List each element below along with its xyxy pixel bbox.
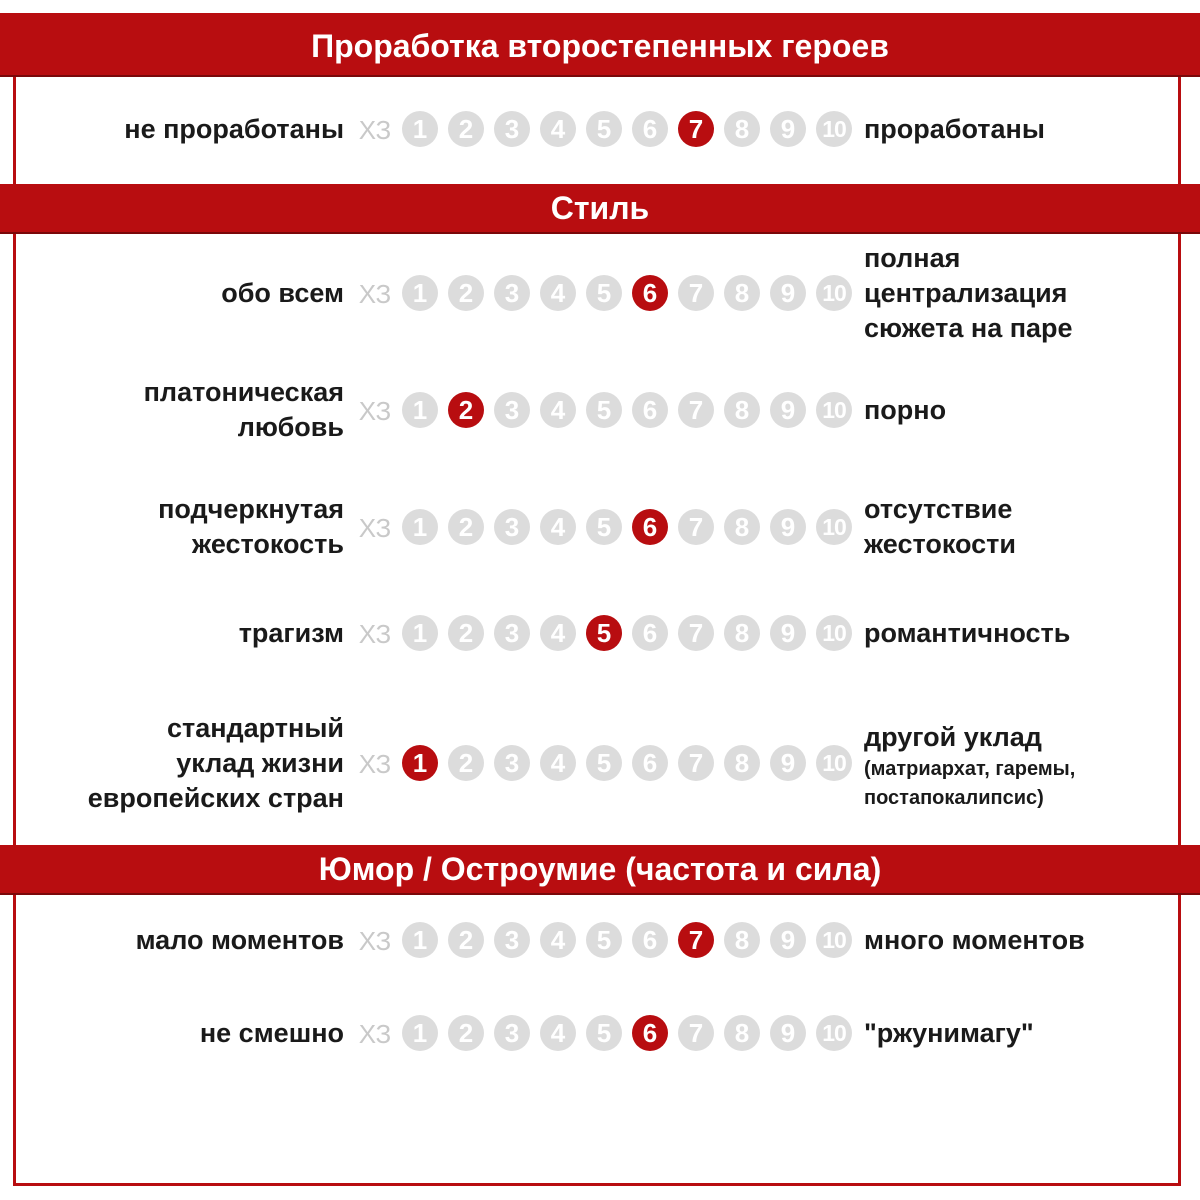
scale-option[interactable]: 2: [448, 745, 484, 781]
scale-option[interactable]: 10: [816, 275, 852, 311]
scale-unknown-option[interactable]: ХЗ: [358, 513, 392, 543]
scale-option[interactable]: 3: [494, 111, 530, 147]
right-pole-label: [864, 1016, 1034, 1051]
scale-option[interactable]: 4: [540, 922, 576, 958]
left-pole-label: [221, 276, 344, 311]
scale-option[interactable]: 10: [816, 615, 852, 651]
scale-option[interactable]: 2: [448, 1015, 484, 1051]
scale-option[interactable]: 2: [448, 922, 484, 958]
scale-option[interactable]: 9: [770, 275, 806, 311]
scale-option-selected[interactable]: 5: [586, 615, 622, 651]
left-pole-line: жестокость: [192, 529, 344, 559]
left-pole-line: трагизм: [238, 617, 344, 648]
scale-option[interactable]: 9: [770, 615, 806, 651]
scale-option[interactable]: 9: [770, 509, 806, 545]
scale-unknown-option[interactable]: ХЗ: [358, 1019, 392, 1049]
left-pole-line: обо всем: [221, 277, 344, 308]
scale-option[interactable]: 2: [448, 615, 484, 651]
left-pole-line: платоническая: [143, 377, 344, 407]
right-pole-line: много моментов: [864, 924, 1085, 955]
scale-option[interactable]: 6: [632, 922, 668, 958]
scale-option[interactable]: 5: [586, 922, 622, 958]
scale-option[interactable]: 10: [816, 392, 852, 428]
section-header-humor: [0, 845, 1200, 895]
section-header-style: [0, 184, 1200, 234]
right-pole-label: [864, 492, 1016, 562]
scale-option[interactable]: 10: [816, 111, 852, 147]
left-pole-label: [200, 1016, 344, 1051]
left-pole-label: [88, 711, 344, 816]
scale-option[interactable]: 1: [402, 509, 438, 545]
scale-option[interactable]: 5: [586, 745, 622, 781]
scale-option[interactable]: 7: [678, 275, 714, 311]
scale-option[interactable]: 1: [402, 111, 438, 147]
scale-option[interactable]: 3: [494, 275, 530, 311]
scale-option[interactable]: 5: [586, 111, 622, 147]
scale-unknown-option[interactable]: ХЗ: [358, 619, 392, 649]
scale-option-selected[interactable]: 6: [632, 275, 668, 311]
right-pole-label: [864, 720, 1075, 813]
scale-option[interactable]: 9: [770, 392, 806, 428]
scale-option-selected[interactable]: 1: [402, 745, 438, 781]
right-pole-line: романтичность: [864, 617, 1071, 648]
scale-option[interactable]: 1: [402, 615, 438, 651]
scale-option[interactable]: 4: [540, 615, 576, 651]
scale-option[interactable]: 8: [724, 275, 760, 311]
scale-option[interactable]: 7: [678, 615, 714, 651]
scale-option[interactable]: 9: [770, 1015, 806, 1051]
scale-option[interactable]: 6: [632, 111, 668, 147]
right-pole-label: [864, 393, 946, 428]
scale-option[interactable]: 3: [494, 615, 530, 651]
scale-option-selected[interactable]: 6: [632, 509, 668, 545]
scale-option[interactable]: 1: [402, 392, 438, 428]
scale-option[interactable]: 3: [494, 1015, 530, 1051]
scale-option[interactable]: 10: [816, 745, 852, 781]
left-pole-line: не смешно: [199, 1017, 344, 1048]
scale-option[interactable]: 9: [770, 111, 806, 147]
right-pole-label: [864, 616, 1070, 651]
right-pole-line: централизация: [864, 277, 1068, 308]
right-pole-line: проработаны: [864, 113, 1045, 144]
right-pole-line: отсутствие: [864, 494, 1013, 524]
right-pole-line: сюжета на паре: [864, 312, 1073, 343]
right-pole-line: другой уклад: [864, 722, 1042, 752]
scale-option[interactable]: 9: [770, 922, 806, 958]
scale-unknown-option[interactable]: ХЗ: [358, 115, 392, 145]
scale-option[interactable]: 9: [770, 745, 806, 781]
left-pole-line: подчеркнутая: [158, 494, 344, 524]
scale-option[interactable]: 7: [678, 509, 714, 545]
left-pole-line: мало моментов: [135, 924, 344, 955]
scale-option[interactable]: 8: [724, 922, 760, 958]
scale-option[interactable]: 2: [448, 275, 484, 311]
scale-option-selected[interactable]: 7: [678, 111, 714, 147]
scale-option[interactable]: 1: [402, 922, 438, 958]
right-pole-note: (матриархат, гаремы,: [864, 758, 1076, 780]
right-pole-line: "ржунимагу": [864, 1017, 1034, 1048]
right-pole-line: жестокости: [864, 529, 1016, 559]
scale-option[interactable]: 8: [724, 509, 760, 545]
scale-option[interactable]: 4: [540, 275, 576, 311]
scale-option[interactable]: 4: [540, 1015, 576, 1051]
right-pole-label: [864, 112, 1045, 147]
left-pole-line: стандартный: [166, 712, 344, 743]
scale-option[interactable]: 10: [816, 922, 852, 958]
scale-option[interactable]: 7: [678, 392, 714, 428]
left-pole-line: европейских стран: [87, 782, 344, 813]
scale-option[interactable]: 3: [494, 922, 530, 958]
scale-option[interactable]: 2: [448, 509, 484, 545]
section-title: Юмор / Остроумие (частота и сила): [318, 851, 882, 887]
right-pole-label: [864, 923, 1085, 958]
left-pole-label: [124, 112, 344, 147]
left-pole-label: [239, 616, 344, 651]
scale-option[interactable]: 8: [724, 745, 760, 781]
scale-option[interactable]: 6: [632, 615, 668, 651]
scale-option[interactable]: 3: [494, 745, 530, 781]
scale-option[interactable]: 7: [678, 745, 714, 781]
right-pole-note: постапокалипсис): [864, 787, 1044, 809]
scale-option[interactable]: 5: [586, 509, 622, 545]
scale-option[interactable]: 4: [540, 509, 576, 545]
section-title: Стиль: [550, 190, 650, 226]
scale-option[interactable]: 2: [448, 111, 484, 147]
scale-option[interactable]: 10: [816, 509, 852, 545]
right-pole-line: порно: [864, 394, 947, 425]
scale-option[interactable]: 4: [540, 392, 576, 428]
scale-option[interactable]: 8: [724, 1015, 760, 1051]
scale-option[interactable]: 8: [724, 615, 760, 651]
scale-unknown-option[interactable]: ХЗ: [358, 926, 392, 956]
scale-option-selected[interactable]: 6: [632, 1015, 668, 1051]
scale-option[interactable]: 6: [632, 745, 668, 781]
scale-option[interactable]: 6: [632, 392, 668, 428]
left-pole-line: любовь: [237, 412, 344, 442]
scale-option[interactable]: 3: [494, 509, 530, 545]
right-pole-line: полная: [864, 242, 961, 273]
scale-option[interactable]: 1: [402, 1015, 438, 1051]
scale-option[interactable]: 5: [586, 392, 622, 428]
left-pole-label: [136, 923, 344, 958]
scale-unknown-option[interactable]: ХЗ: [358, 279, 392, 309]
left-pole-label: [144, 375, 344, 445]
scale-option-selected[interactable]: 7: [678, 922, 714, 958]
scale-option[interactable]: 7: [678, 1015, 714, 1051]
scale-option[interactable]: 8: [724, 111, 760, 147]
scale-option[interactable]: 5: [586, 1015, 622, 1051]
scale-option[interactable]: 10: [816, 1015, 852, 1051]
left-pole-label: [158, 492, 344, 562]
scale-unknown-option[interactable]: ХЗ: [358, 749, 392, 779]
scale-option[interactable]: 3: [494, 392, 530, 428]
scale-option[interactable]: 1: [402, 275, 438, 311]
left-pole-line: уклад жизни: [176, 747, 344, 778]
left-pole-line: не проработаны: [124, 113, 344, 144]
scale-option-selected[interactable]: 2: [448, 392, 484, 428]
section-title: Проработка второстепенных героев: [311, 28, 889, 64]
right-pole-label: [864, 241, 1073, 346]
scale-option[interactable]: 8: [724, 392, 760, 428]
scale-option[interactable]: 4: [540, 745, 576, 781]
section-header-secondary-characters: [0, 13, 1200, 77]
scale-unknown-option[interactable]: ХЗ: [358, 396, 392, 426]
scale-option[interactable]: 4: [540, 111, 576, 147]
scale-option[interactable]: 5: [586, 275, 622, 311]
